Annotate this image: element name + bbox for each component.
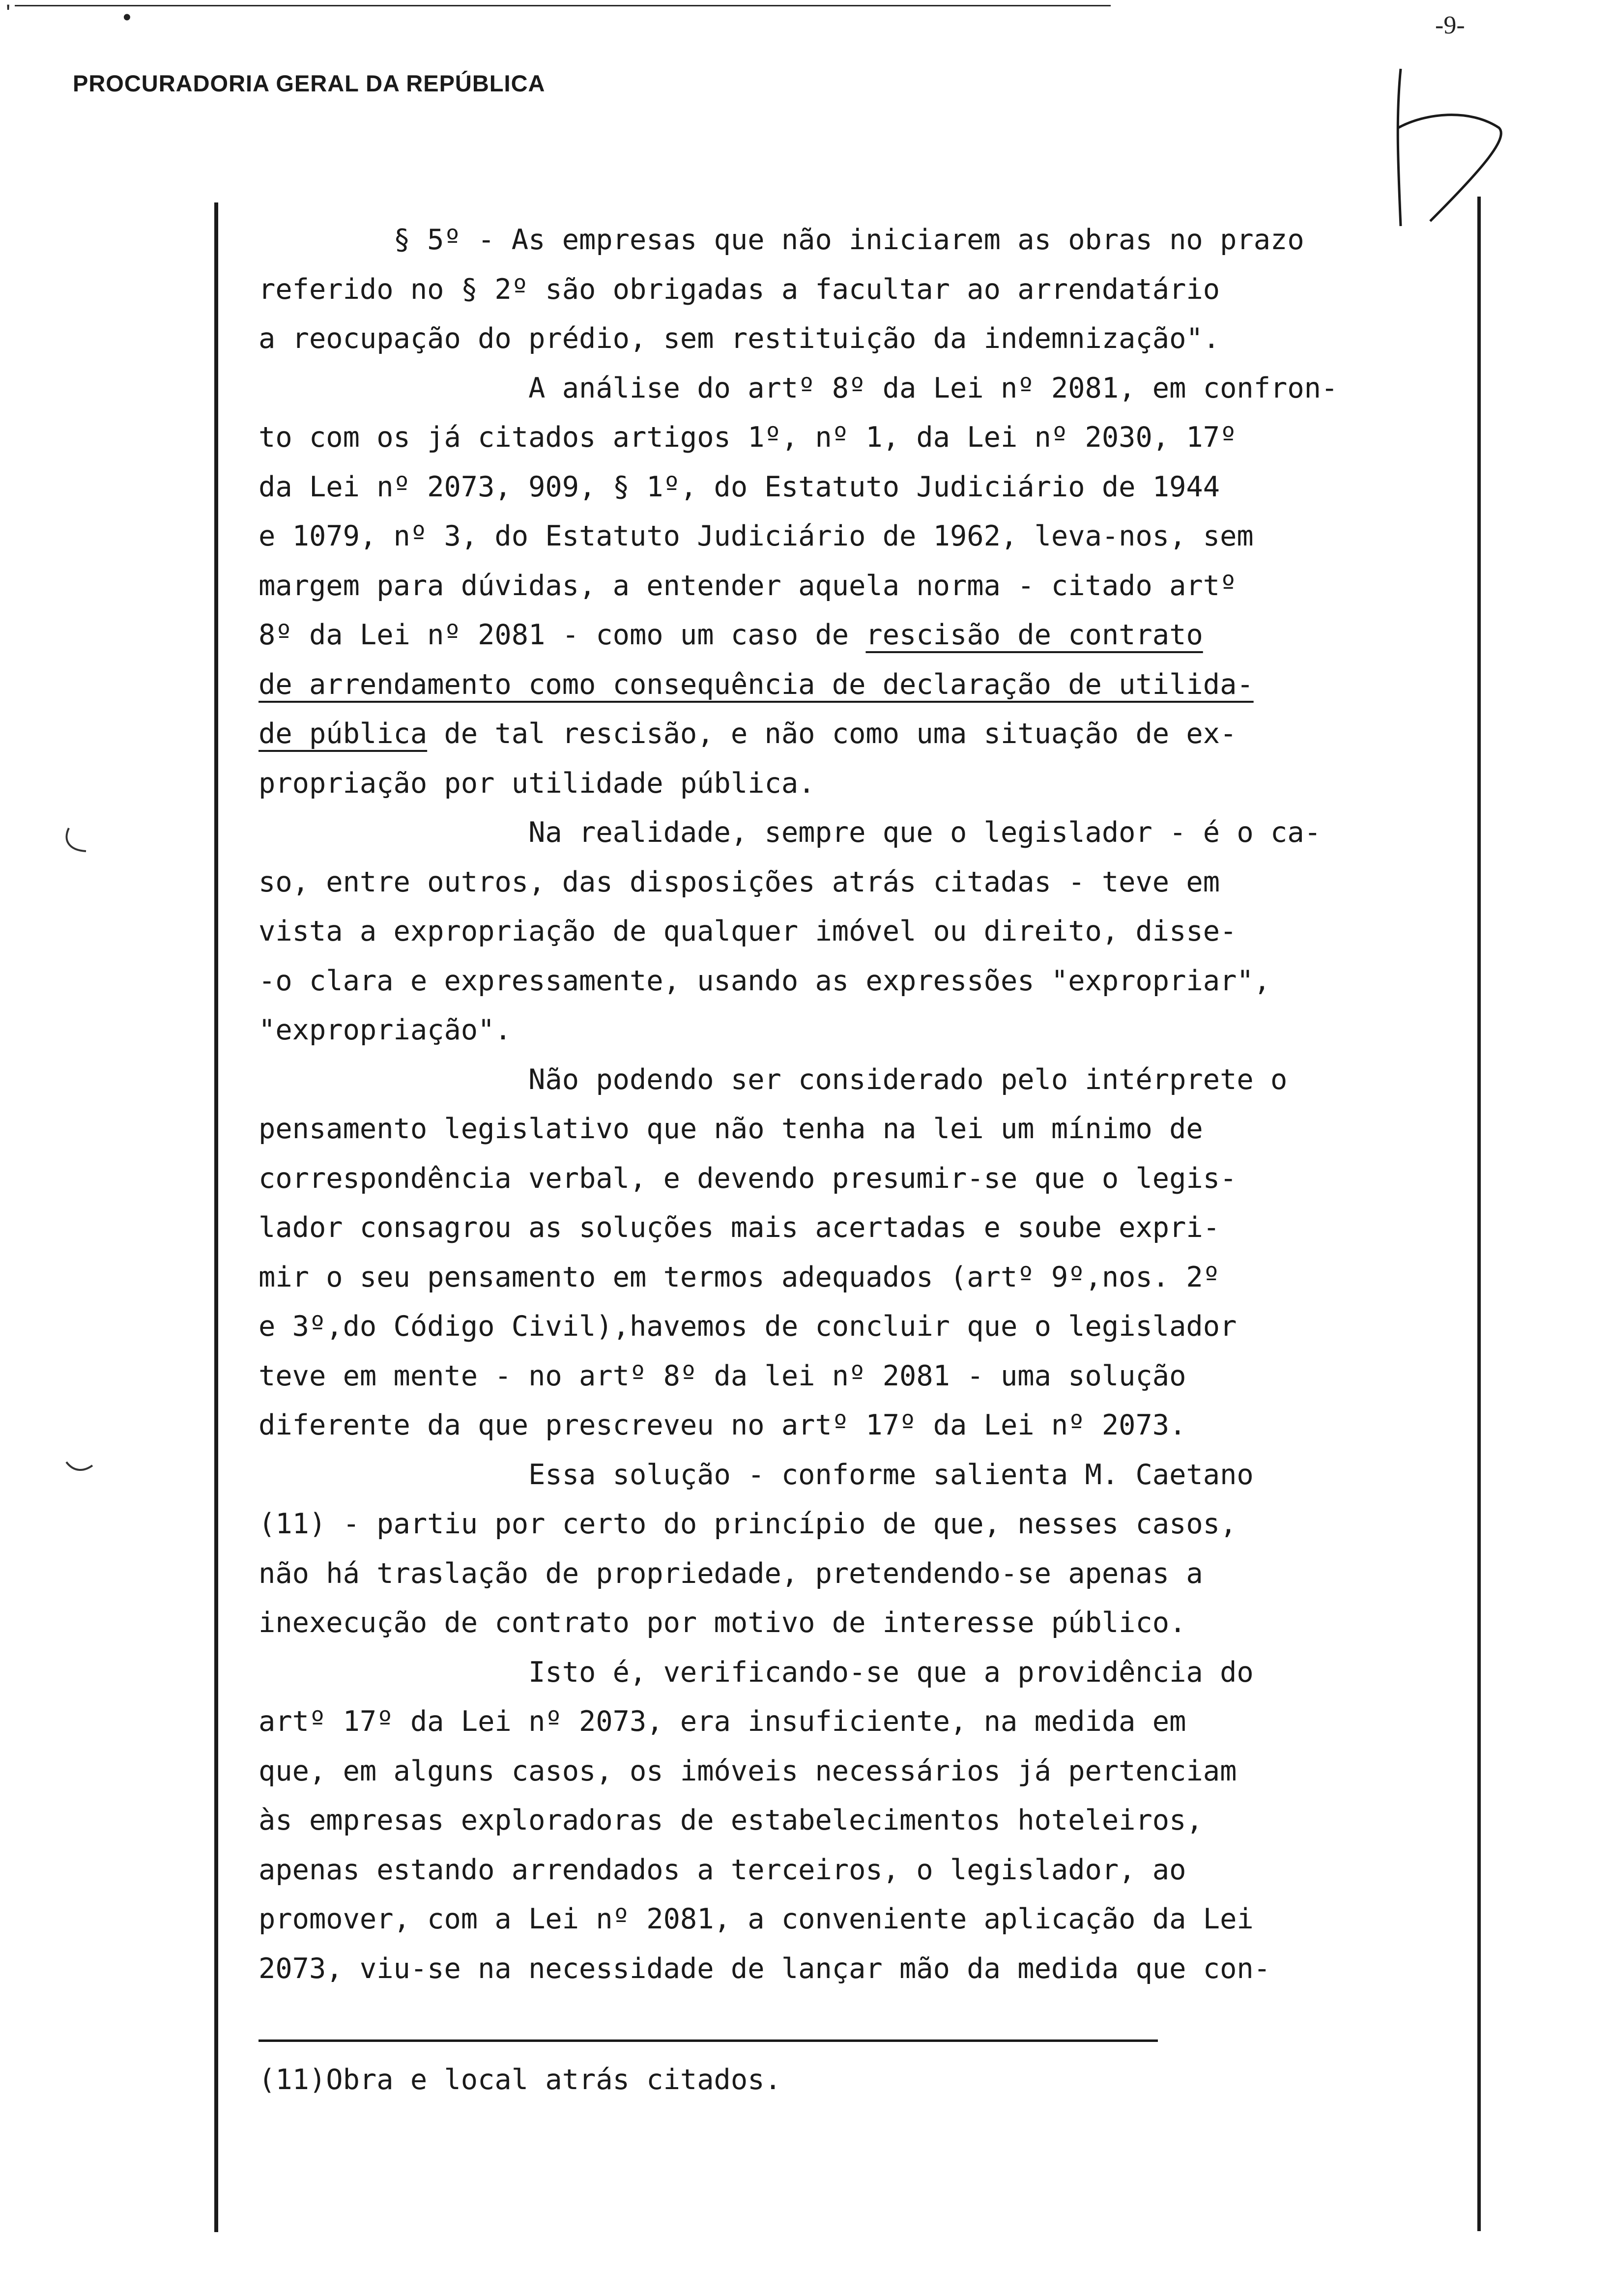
text-line xyxy=(259,858,1477,907)
text-line xyxy=(259,759,1477,808)
text-line xyxy=(259,808,1477,858)
text-line xyxy=(259,1203,1477,1253)
text-segment: não há traslação de propriedade, pretendendo-se apenas a xyxy=(259,1557,1203,1590)
footnote-text: (11)Obra e local atrás citados. xyxy=(259,2064,781,2096)
text-segment: da Lei nº 2073, 909, § 1º, do Estatuto Judiciário de 1944 xyxy=(259,470,1220,503)
text-line xyxy=(259,1253,1477,1302)
text-line xyxy=(259,512,1477,561)
text-segment: promover, com a Lei nº 2081, a conveniente aplicação da Lei xyxy=(259,1903,1254,1935)
text-line xyxy=(259,1944,1477,1994)
text-line xyxy=(259,1302,1477,1351)
right-margin-rule xyxy=(1477,197,1481,2231)
text-segment: artº 17º da Lei nº 2073, era insuficiente, na medida em xyxy=(259,1705,1186,1738)
text-segment: pensamento legislativo que não tenha na lei um mínimo de xyxy=(259,1113,1203,1145)
text-segment: § 5º - As empresas que não iniciarem as obras no prazo xyxy=(259,224,1304,256)
paragraph xyxy=(259,1055,1477,1450)
text-segment: (11) - partiu por certo do princípio de que, nesses casos, xyxy=(259,1508,1237,1540)
text-segment: correspondência verbal, e devendo presumir-se que o legis- xyxy=(259,1162,1237,1195)
text-segment: vista a expropriação de qualquer imóvel ou direito, disse- xyxy=(259,915,1237,947)
text-line xyxy=(259,314,1477,364)
paragraph xyxy=(259,1450,1477,1648)
text-line xyxy=(259,1697,1477,1747)
left-margin-rule xyxy=(214,202,218,2232)
text-line xyxy=(259,1796,1477,1845)
text-segment: Isto é, verificando-se que a providência do xyxy=(259,1656,1254,1689)
text-segment: so, entre outros, das disposições atrás citadas - teve em xyxy=(259,865,1220,898)
text-segment: teve em mente - no artº 8º da lei nº 2081 - uma solução xyxy=(259,1359,1186,1392)
institution-header: PROCURADORIA GERAL DA REPÚBLICA xyxy=(73,70,546,96)
text-line xyxy=(259,1154,1477,1204)
text-segment: de tal rescisão, e não como uma situação de ex- xyxy=(427,718,1237,750)
text-line xyxy=(259,413,1477,462)
text-line xyxy=(259,1648,1477,1697)
text-segment: 2073, viu-se na necessidade de lançar mão da medida que con- xyxy=(259,1952,1271,1985)
text-segment: propriação por utilidade pública. xyxy=(259,767,815,800)
text-segment: 8º da Lei nº 2081 - como um caso de xyxy=(259,619,866,651)
text-segment: diferente da que prescreveu no artº 17º da Lei nº 2073. xyxy=(259,1409,1186,1441)
text-segment: -o clara e expressamente, usando as expressões "expropriar", xyxy=(259,964,1271,997)
text-line xyxy=(259,1845,1477,1895)
text-line xyxy=(259,956,1477,1006)
text-line xyxy=(259,1450,1477,1500)
text-line xyxy=(259,1747,1477,1796)
text-segment: inexecução de contrato por motivo de interesse público. xyxy=(259,1607,1186,1639)
text-segment: Na realidade, sempre que o legislador - é o ca- xyxy=(259,816,1321,849)
document-body xyxy=(259,215,1477,1993)
text-line xyxy=(259,660,1477,710)
text-segment: A análise do artº 8º da Lei nº 2081, em confron- xyxy=(259,372,1338,404)
text-segment: lador consagrou as soluções mais acertadas e soube expri- xyxy=(259,1211,1220,1244)
underlined-text: de arrendamento como consequência de declaração de utilida- xyxy=(259,668,1254,701)
text-line xyxy=(259,561,1477,611)
text-line xyxy=(259,610,1477,660)
text-segment: e 1079, nº 3, do Estatuto Judiciário de 1962, leva-nos, sem xyxy=(259,520,1254,552)
text-segment: e 3º,do Código Civil),havemos de concluir que o legislador xyxy=(259,1310,1237,1343)
handwritten-initial xyxy=(1371,59,1514,236)
text-segment: a reocupação do prédio, sem restituição da indemnização". xyxy=(259,322,1220,355)
text-line xyxy=(259,462,1477,512)
text-line xyxy=(259,907,1477,956)
text-line xyxy=(259,1401,1477,1450)
text-segment: to com os já citados artigos 1º, nº 1, da Lei nº 2030, 17º xyxy=(259,421,1237,454)
top-border-line xyxy=(15,5,1111,6)
text-line xyxy=(259,1549,1477,1599)
text-line xyxy=(259,1055,1477,1105)
text-segment: referido no § 2º são obrigadas a facultar ao arrendatário xyxy=(259,273,1220,306)
text-line xyxy=(259,1351,1477,1401)
text-line xyxy=(259,709,1477,759)
margin-bracket-mark xyxy=(64,1455,93,1484)
text-line xyxy=(259,265,1477,315)
text-segment: margem para dúvidas, a entender aquela norma - citado artº xyxy=(259,569,1237,602)
text-line xyxy=(259,1104,1477,1154)
text-line xyxy=(259,1598,1477,1648)
text-segment: "expropriação". xyxy=(259,1014,512,1046)
paragraph xyxy=(259,808,1477,1055)
text-line xyxy=(259,364,1477,413)
page-number: -9- xyxy=(1435,11,1465,39)
text-segment: que, em alguns casos, os imóveis necessários já pertenciam xyxy=(259,1754,1237,1787)
paragraph xyxy=(259,215,1477,364)
paragraph xyxy=(259,1648,1477,1994)
text-line xyxy=(259,1894,1477,1944)
text-segment: Não podendo ser considerado pelo intérprete o xyxy=(259,1063,1288,1096)
text-line xyxy=(259,1005,1477,1055)
top-mark-apostrophe: ' xyxy=(6,0,11,27)
top-mark-bullet: • xyxy=(123,4,131,30)
text-segment: às empresas exploradoras de estabelecimentos hoteleiros, xyxy=(259,1804,1203,1837)
margin-bracket-mark xyxy=(59,826,88,855)
text-line xyxy=(259,215,1477,265)
footnote-separator xyxy=(259,2039,1158,2042)
text-segment: apenas estando arrendados a terceiros, o legislador, ao xyxy=(259,1853,1186,1886)
underlined-text: rescisão de contrato xyxy=(865,619,1203,651)
text-segment: Essa solução - conforme salienta M. Caetano xyxy=(259,1458,1254,1491)
text-line xyxy=(259,1499,1477,1549)
text-segment: mir o seu pensamento em termos adequados (artº 9º,nos. 2º xyxy=(259,1261,1220,1293)
underlined-text: de pública xyxy=(259,718,428,750)
paragraph xyxy=(259,364,1477,808)
